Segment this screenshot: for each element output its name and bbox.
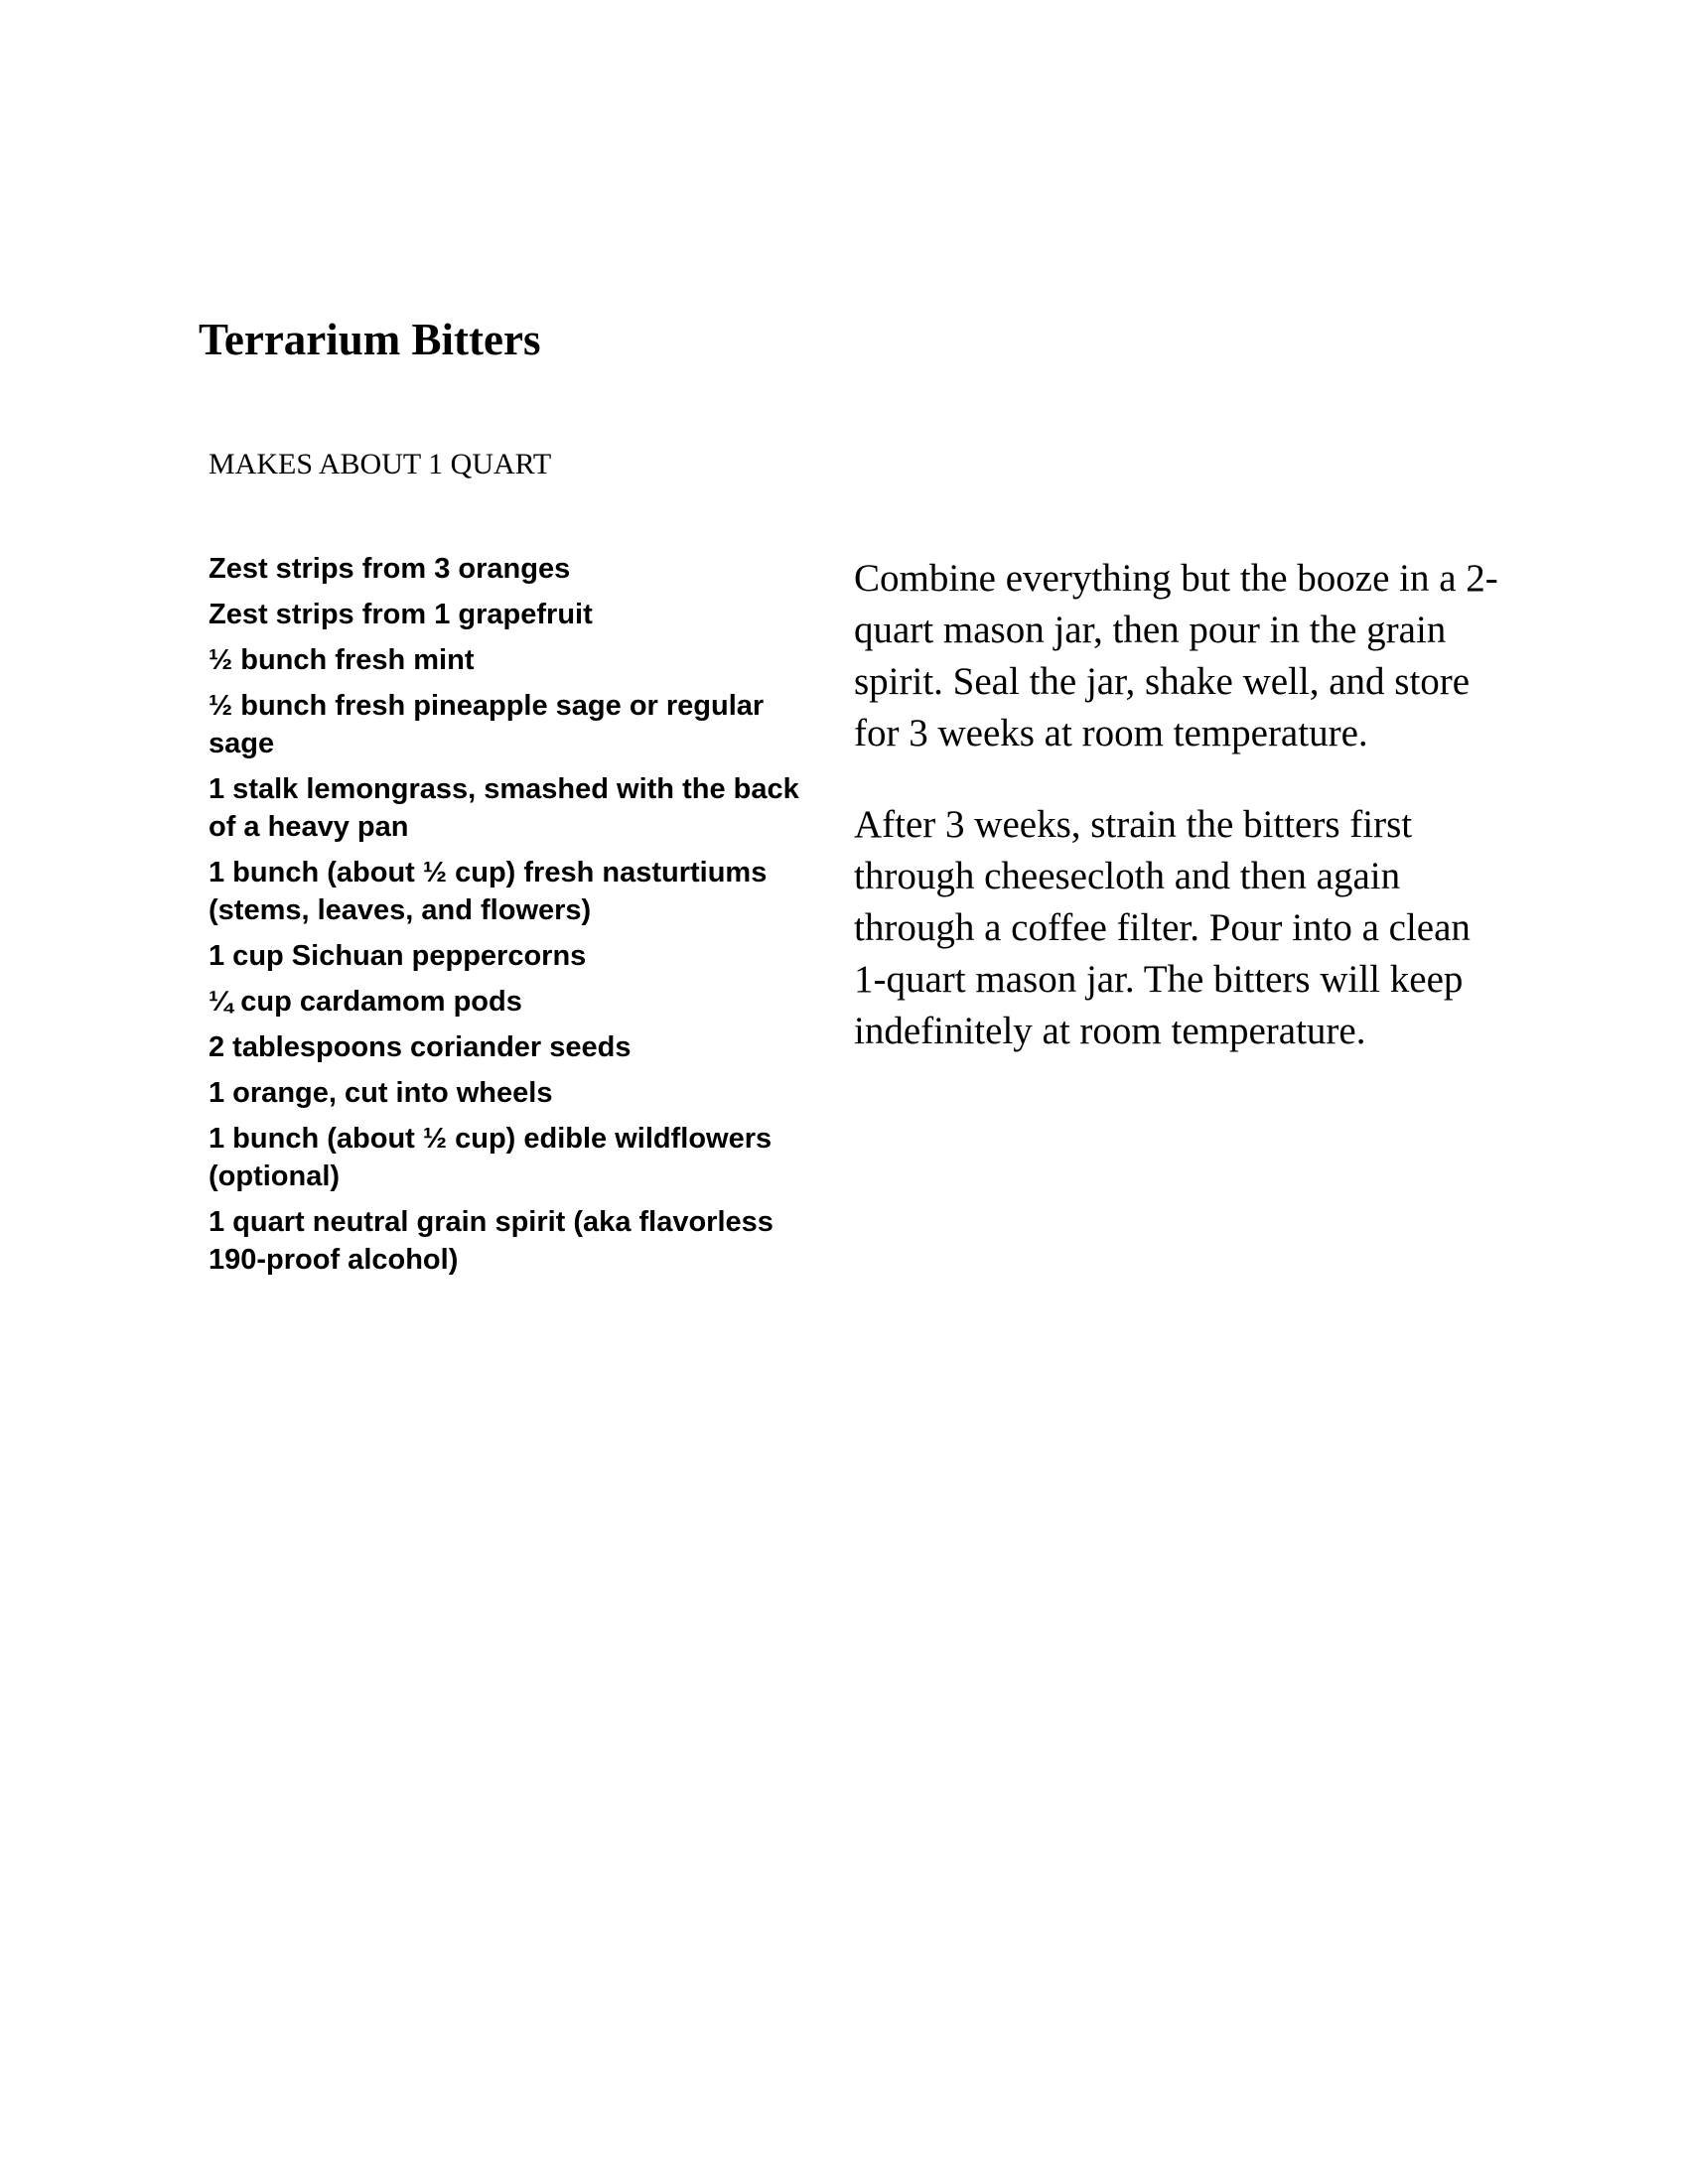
ingredient-item: Zest strips from 1 grapefruit <box>209 599 593 630</box>
ingredient-item: 1 bunch (about ½ cup) edible wildflowers (optional) <box>209 1123 773 1192</box>
ingredient-item: 1 quart neutral grain spirit (aka flavorless 190-proof alcohol) <box>209 1206 774 1276</box>
ingredient-item: 2 tablespoons coriander seeds <box>209 1031 632 1063</box>
ingredient-item: 1 orange, cut into wheels <box>209 1077 553 1109</box>
ingredient-item: 1 cup Sichuan peppercorns <box>209 940 587 972</box>
ingredient-item: 1 stalk lemongrass, smashed with the back of a heavy pan <box>209 773 799 843</box>
recipe-yield: MAKES ABOUT 1 QUART <box>209 448 552 480</box>
ingredient-list <box>209 550 834 1287</box>
recipe-title: Terrarium Bitters <box>199 315 541 364</box>
ingredient-item: ½ bunch fresh mint <box>209 644 475 676</box>
ingredient-item: ½ bunch fresh pineapple sage or regular sage <box>209 690 765 759</box>
ingredient-item: 1 bunch (about ½ cup) fresh nasturtiums (stems, leaves, and flowers) <box>209 857 768 926</box>
direction-paragraph: After 3 weeks, strain the bitters first through cheesecloth and then again through a coffee filter. Pour into a clean 1-quart mason jar. The bitters will keep indefinitely at room temperature. <box>854 803 1471 1052</box>
directions <box>854 553 1509 1097</box>
direction-paragraph: Combine everything but the booze in a 2-quart mason jar, then pour in the grain spirit. Seal the jar, shake well, and store for 3 weeks at room temperature. <box>854 557 1498 754</box>
ingredient-item: ¼ cup cardamom pods <box>209 986 522 1018</box>
ingredient-item: Zest strips from 3 oranges <box>209 553 571 585</box>
